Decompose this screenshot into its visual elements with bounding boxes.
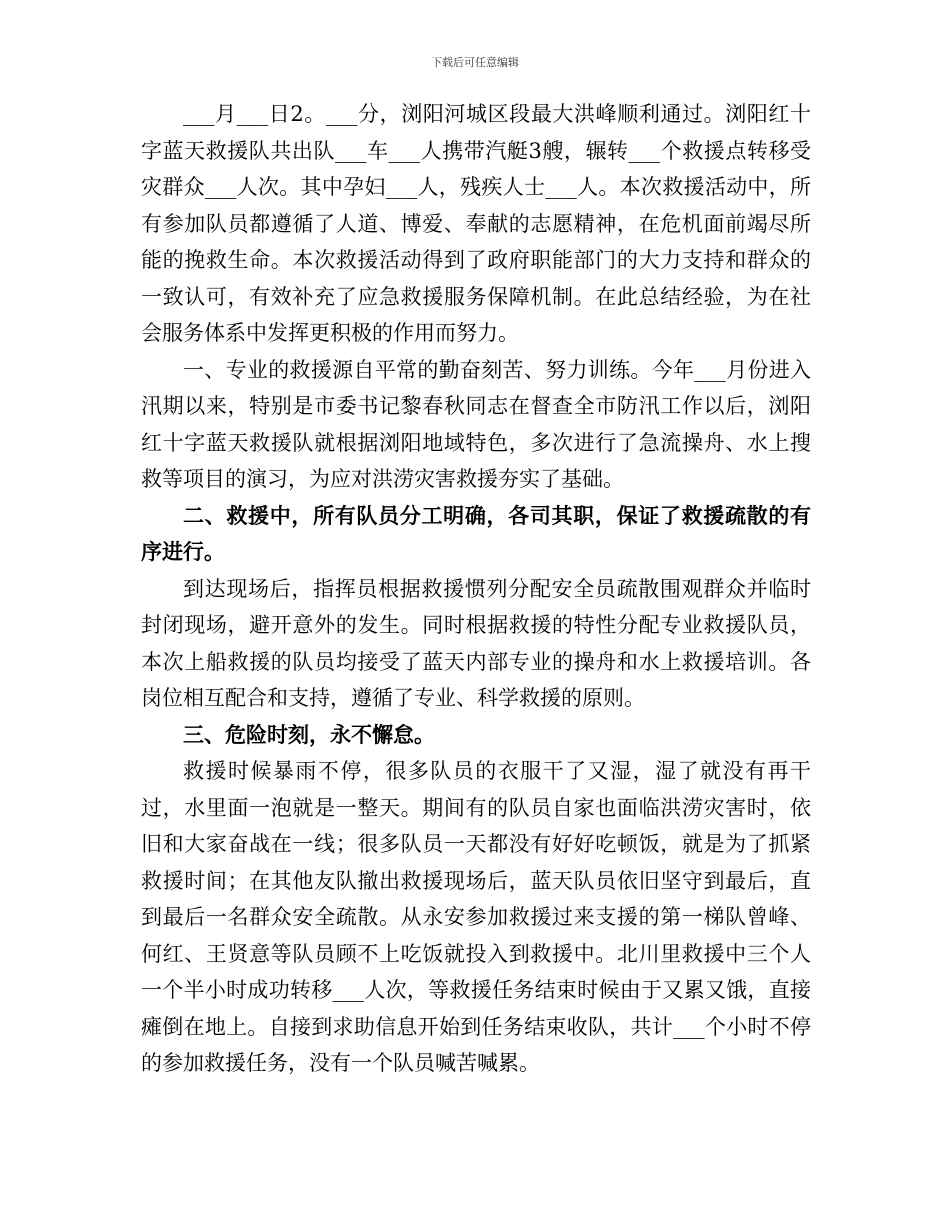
- paragraph-section-two: 到达现场后，指挥员根据救援惯列分配安全员疏散围观群众并临时封闭现场，避开意外的发生。同时根据救援的特性分配专业救援队员，本次上船救援的队员均接受了蓝天内部专业的操舟和水上救援培训。各岗位相互配合和支持，遵循了专业、科学救援的原则。: [141, 576, 811, 710]
- paragraph-section-three: 救援时候暴雨不停，很多队员的衣服干了又湿，湿了就没有再干过，水里面一泡就是一整天。期间有的队员自家也面临洪涝灾害时，依旧和大家奋战在一线；很多队员一天都没有好好吃顿饭，就是为了抓紧救援时间；在其他友队撤出救援现场后，蓝天队员依旧坚守到最后，直到最后一名群众安全疏散。从永安参加救援过来支援的第一梯队曾峰、何红、王贤意等队员顾不上吃饭就投入到救援中。北川里救援中三个人一个半小时成功转移___人次，等救援任务结束时候由于又累又饿，直接瘫倒在地上。自接到求助信息开始到任务结束收队，共计___个小时不停的参加救援任务，没有一个队员喊苦喊累。: [141, 759, 811, 1075]
- paragraph-section-one: 一、专业的救援源自平常的勤奋刻苦、努力训练。今年___月份进入汛期以来，特别是市委书记黎春秋同志在督查全市防汛工作以后，浏阳红十字蓝天救援队就根据浏阳地域特色，多次进行了急流操舟、水上搜救等项目的演习，为应对洪涝灾害救援夯实了基础。: [141, 357, 811, 491]
- page-header-note: 下载后可任意编辑: [431, 56, 519, 69]
- section-heading-two: 二、救援中，所有队员分工明确，各司其职，保证了救援疏散的有序进行。: [141, 502, 811, 564]
- document-body: [141, 96, 811, 1082]
- section-heading-three: 三、危险时刻，永不懈怠。: [183, 721, 435, 747]
- paragraph-summary: ___月___日2。___分，浏阳河城区段最大洪峰顺利通过。浏阳红十字蓝天救援队共出队___车___人携带汽艇3艘，辗转___个救援点转移受灾群众___人次。其中孕妇___人，残疾人士___人。本次救援活动中，所有参加队员都遵循了人道、博爱、奉献的志愿精神，在危机面前竭尽所能的挽救生命。本次救援活动得到了政府职能部门的大力支持和群众的一致认可，有效补充了应急救援服务保障机制。在此总结经验，为在社会服务体系中发挥更积极的作用而努力。: [141, 102, 811, 345]
